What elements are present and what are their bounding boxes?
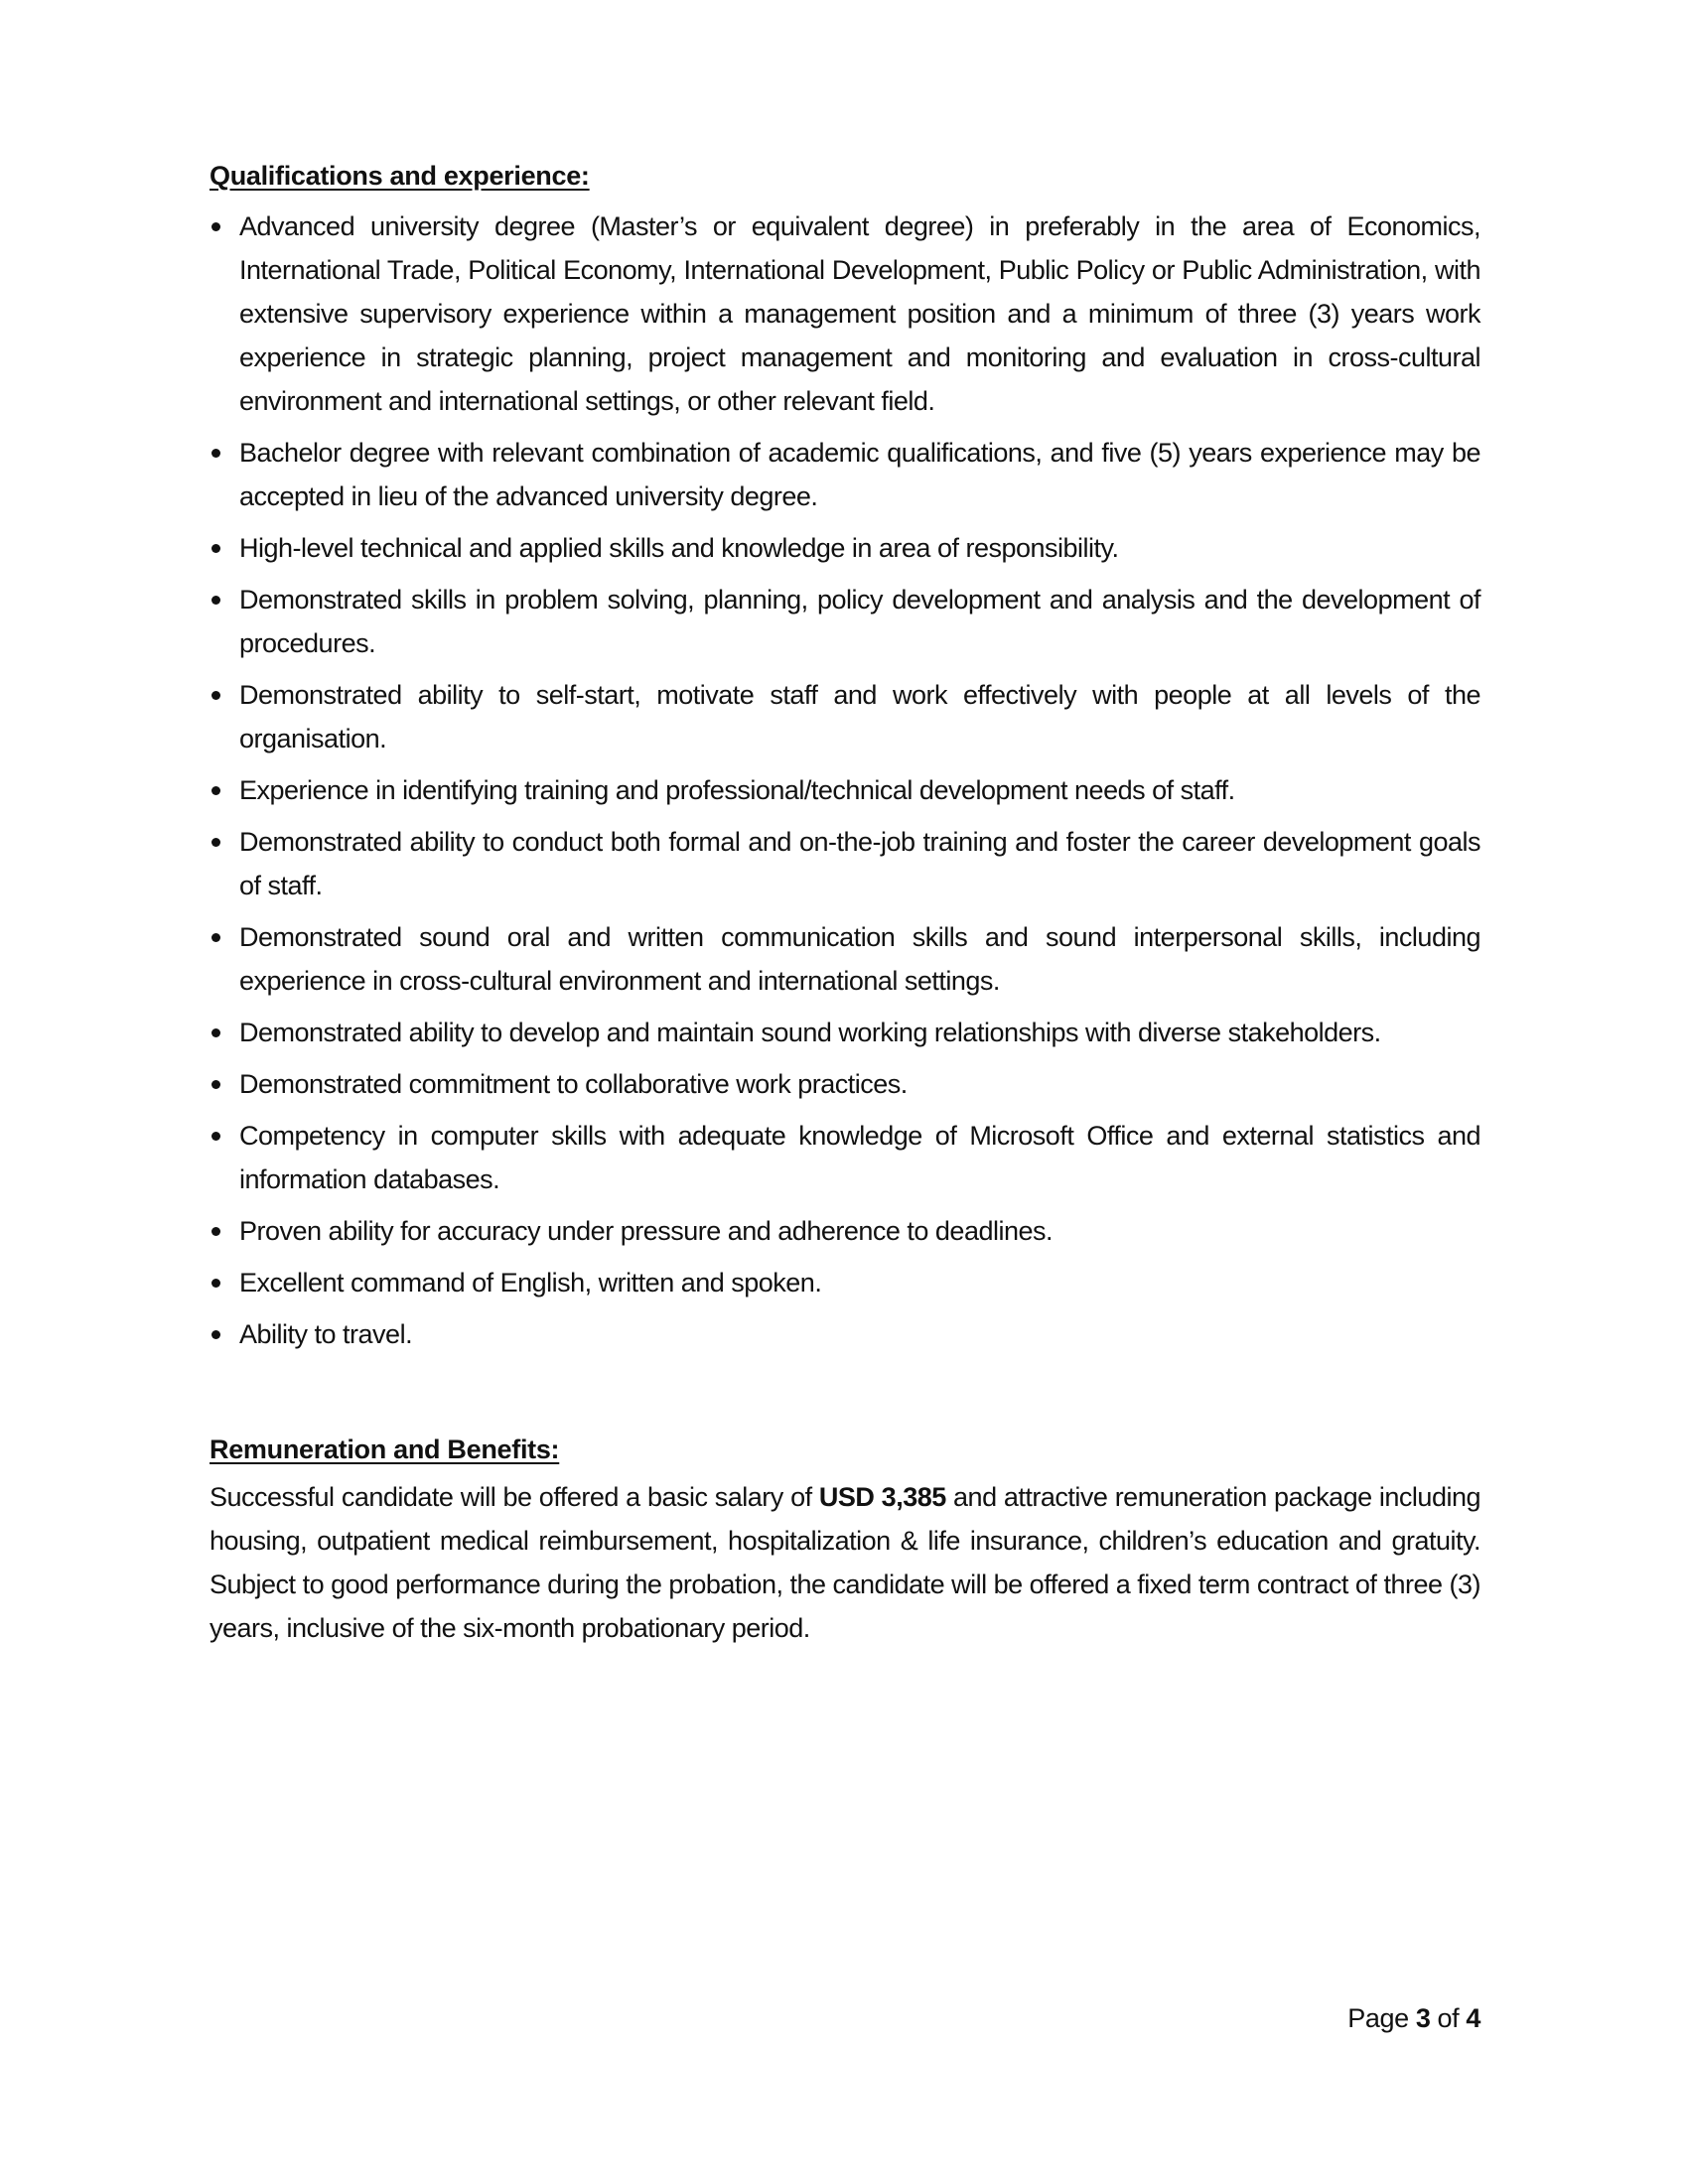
list-item-text: High-level technical and applied skills and knowledge in area of responsibility.: [239, 533, 1119, 563]
bullet-icon: [211, 1028, 220, 1037]
bullet-icon: [211, 786, 220, 795]
list-item: [210, 1062, 1480, 1106]
qualifications-list: [210, 205, 1480, 1364]
salary-amount: USD 3,385: [818, 1482, 946, 1512]
list-item: [210, 1261, 1480, 1304]
list-item-text: Demonstrated ability to conduct both formal and on-the-job training and foster the career development goals of staff.: [239, 827, 1480, 900]
list-item-text: Bachelor degree with relevant combination of academic qualifications, and five (5) years experience may be accepted in lieu of the advanced university degree.: [239, 438, 1480, 511]
list-item: [210, 526, 1480, 570]
list-item: [210, 431, 1480, 518]
list-item: [210, 1209, 1480, 1253]
total-pages: 4: [1466, 2003, 1480, 2033]
list-item-text: Demonstrated commitment to collaborative work practices.: [239, 1069, 908, 1099]
list-item-text: Excellent command of English, written and spoken.: [239, 1268, 822, 1297]
list-item-text: Proven ability for accuracy under pressure and adherence to deadlines.: [239, 1216, 1054, 1246]
list-item-text: Advanced university degree (Master’s or equivalent degree) in preferably in the area of Economics, International Trade, Political Economy, International Development, Public Policy or Public Administration, with extensive supervisory experience within a management position and a minimum of three (3) years work experience in strategic planning, project management and monitoring and evaluation in cross-cultural environment and international settings, or other relevant field.: [239, 211, 1480, 416]
bullet-icon: [211, 449, 220, 458]
list-item: [210, 1312, 1480, 1356]
list-item: [210, 578, 1480, 665]
list-item-text: Demonstrated ability to develop and maintain sound working relationships with diverse stakeholders.: [239, 1018, 1381, 1047]
bullet-icon: [211, 691, 220, 700]
list-item: [210, 768, 1480, 812]
list-item-text: Demonstrated skills in problem solving, planning, policy development and analysis and the development of procedures.: [239, 585, 1480, 658]
list-item-text: Demonstrated sound oral and written communication skills and sound interpersonal skills, including experience in cross-cultural environment and international settings.: [239, 922, 1480, 996]
qualifications-heading: Qualifications and experience:: [210, 161, 590, 191]
bullet-icon: [211, 1080, 220, 1089]
bullet-icon: [211, 1330, 220, 1339]
list-item: [210, 1114, 1480, 1201]
list-item-text: Competency in computer skills with adequate knowledge of Microsoft Office and external statistics and information databases.: [239, 1121, 1480, 1194]
bullet-icon: [211, 933, 220, 942]
bullet-icon: [211, 222, 220, 231]
bullet-icon: [211, 596, 220, 605]
remuneration-text-before: Successful candidate will be offered a basic salary of: [210, 1482, 819, 1512]
remuneration-paragraph: [210, 1475, 1480, 1650]
bullet-icon: [211, 1279, 220, 1288]
list-item: [210, 673, 1480, 760]
bullet-icon: [211, 1132, 220, 1141]
of-word: of: [1430, 2003, 1467, 2033]
remuneration-heading: Remuneration and Benefits:: [210, 1434, 560, 1464]
remuneration-text-after: and attractive remuneration package including housing, outpatient medical reimbursement, hospitalization & life insurance, children’s education and gratuity. Subject to good performance during the probation, the candidate will be offered a fixed term contract of three (3) years, inclusive of the six-month probationary period.: [210, 1482, 1480, 1643]
list-item: [210, 915, 1480, 1003]
bullet-icon: [211, 838, 220, 847]
list-item: [210, 205, 1480, 423]
bullet-icon: [211, 1227, 220, 1236]
page-word: Page: [1347, 2003, 1416, 2033]
list-item-text: Experience in identifying training and professional/technical development needs of staff.: [239, 775, 1235, 805]
page-number: [1347, 2003, 1480, 2034]
list-item: [210, 1011, 1480, 1054]
bullet-icon: [211, 544, 220, 553]
list-item-text: Demonstrated ability to self-start, motivate staff and work effectively with people at all levels of the organisation.: [239, 680, 1480, 753]
list-item-text: Ability to travel.: [239, 1319, 413, 1349]
list-item: [210, 820, 1480, 907]
current-page: 3: [1415, 2003, 1431, 2033]
